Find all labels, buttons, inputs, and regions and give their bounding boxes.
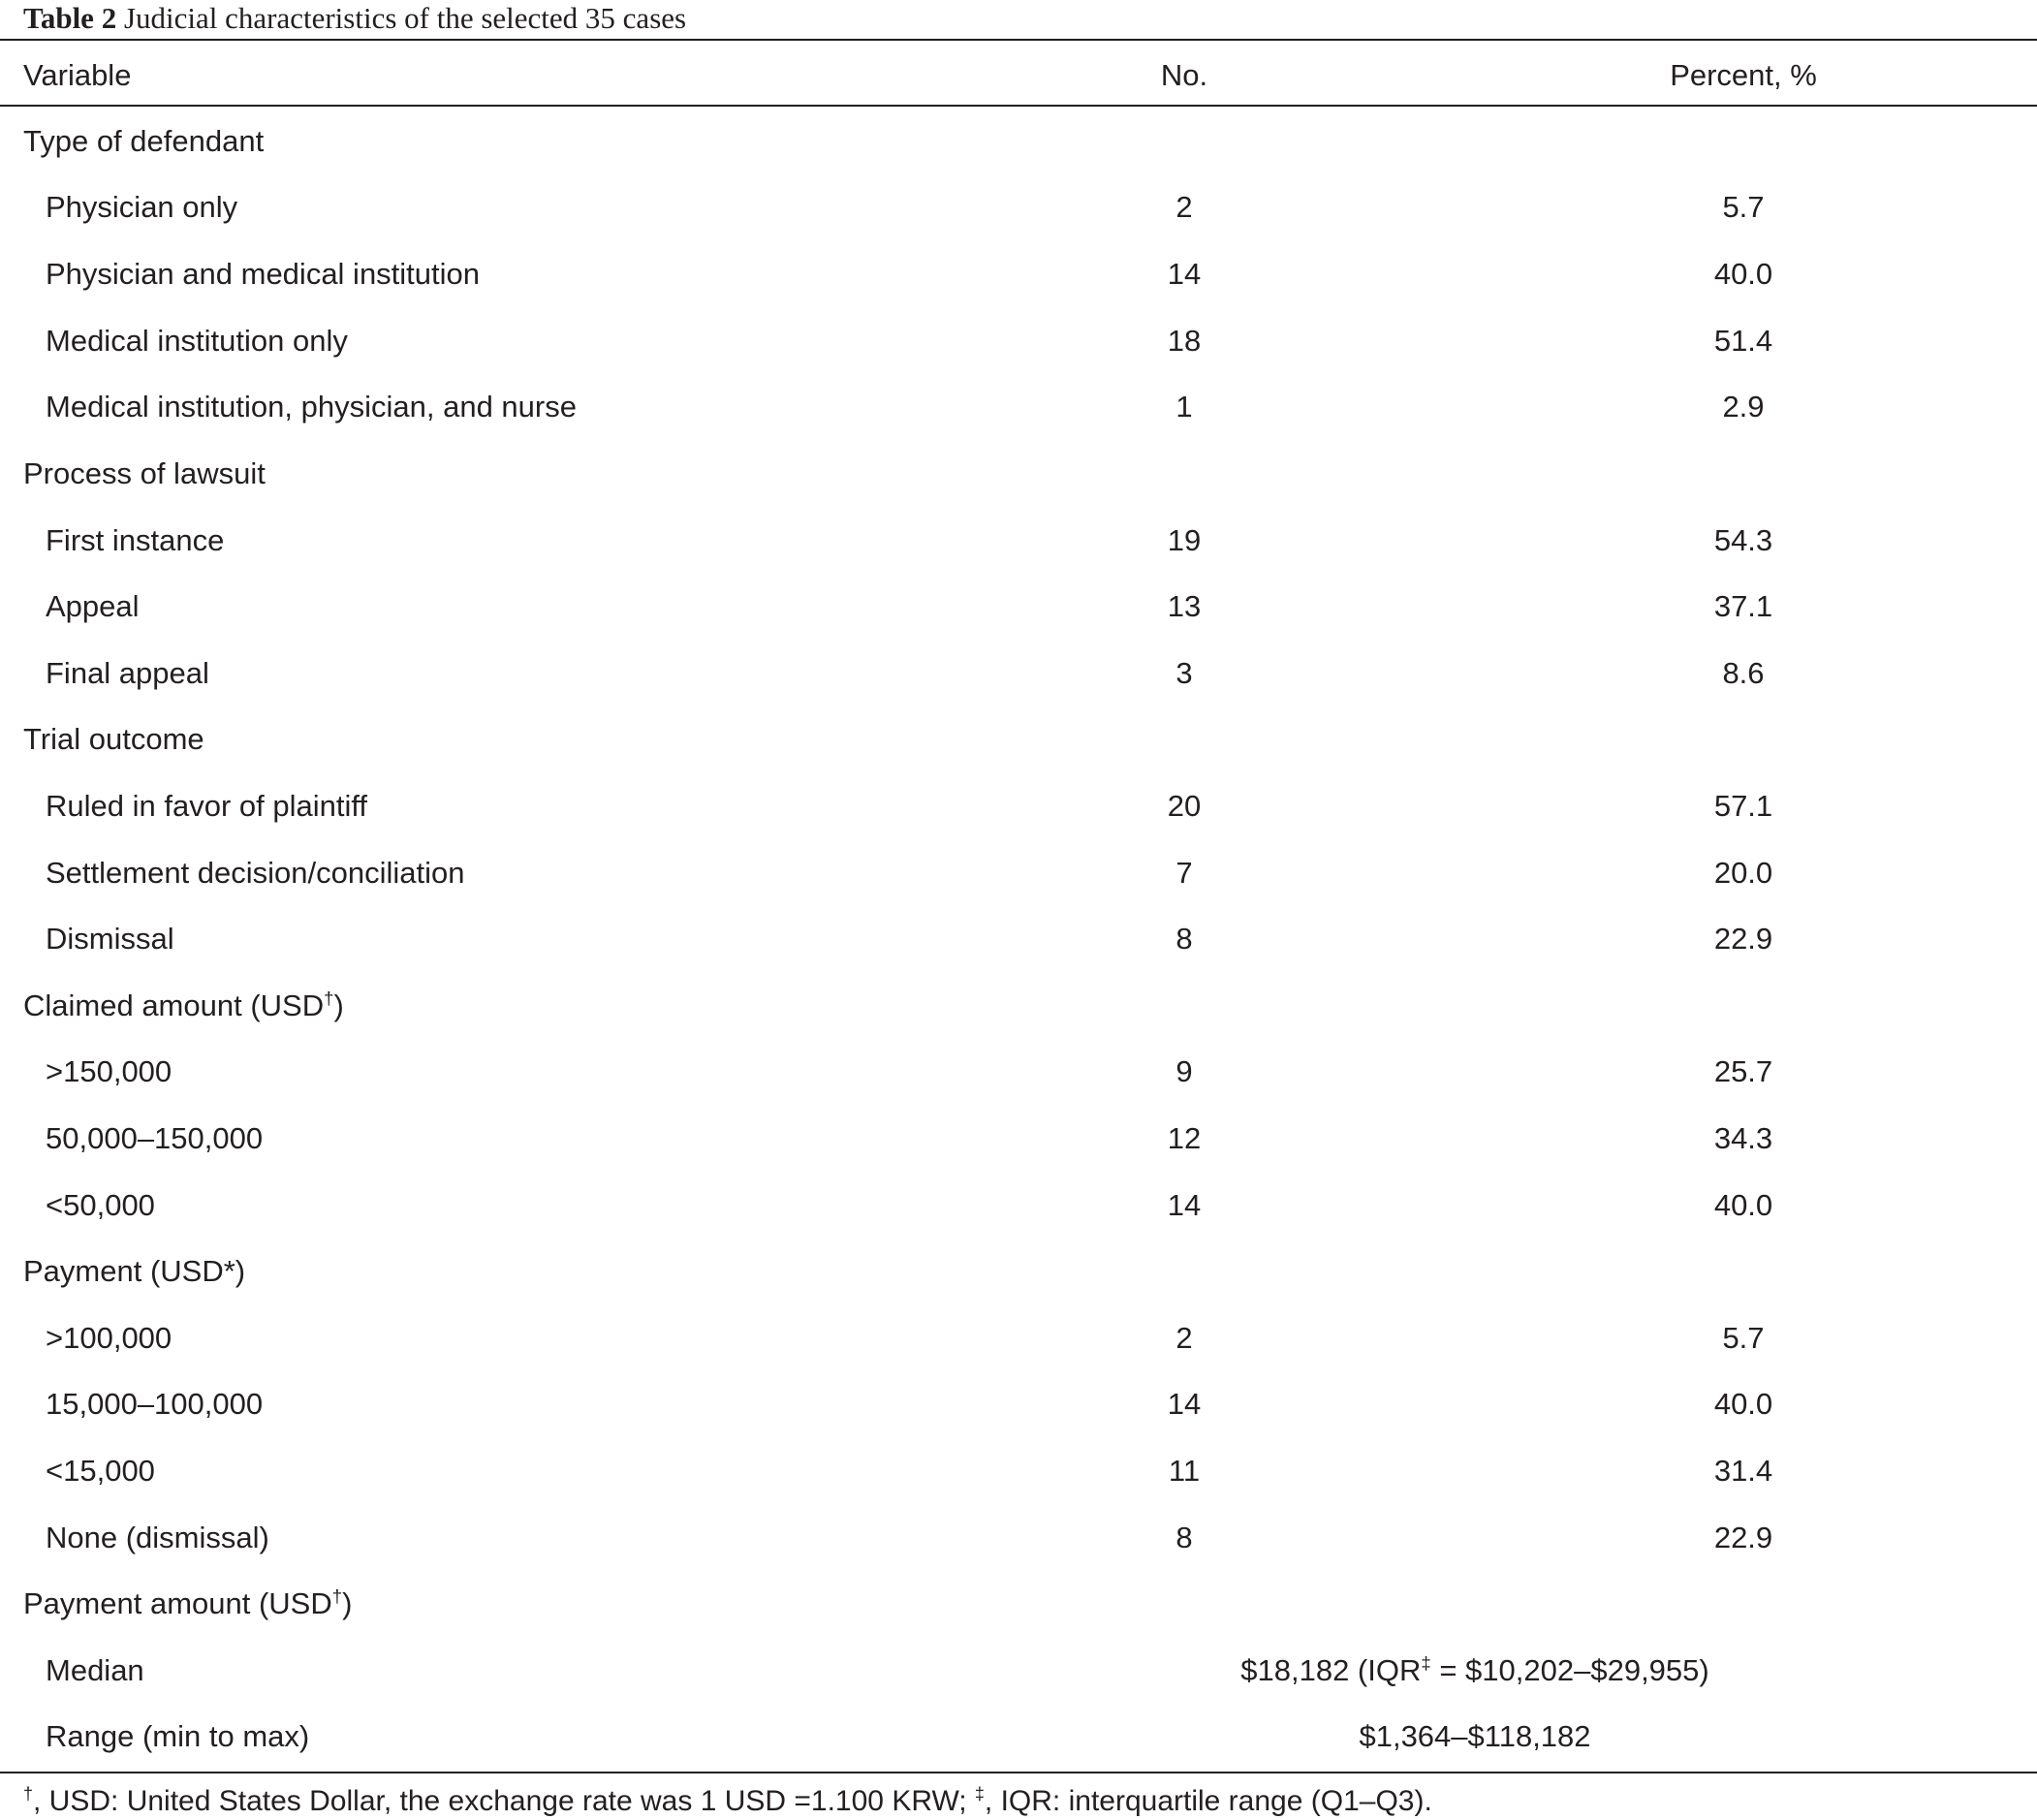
- table-title: Judicial characteristics of the selected 35 cases: [123, 1, 687, 35]
- row-label: Medical institution, physician, and nurse: [46, 390, 577, 424]
- table-footnote: †, USD: United States Dollar, the exchange rate was 1 USD =1.100 KRW; ‡, IQR: interquartile range (Q1–Q3).: [23, 1784, 1432, 1817]
- row-percent: 40.0: [1713, 1188, 1773, 1222]
- row-label: Physician only: [46, 190, 238, 224]
- row-label: Final appeal: [46, 656, 209, 690]
- row-percent: 37.1: [1713, 589, 1773, 623]
- table-row: [0, 1503, 2037, 1569]
- section-title-row: [0, 107, 2037, 173]
- section-title: Payment amount (USD†): [23, 1585, 353, 1620]
- row-no: 3: [1175, 656, 1193, 690]
- table-row: [0, 173, 2037, 238]
- row-label: <15,000: [46, 1454, 155, 1488]
- table-row: [0, 771, 2037, 837]
- table-row: [0, 306, 2037, 372]
- row-label: None (dismissal): [46, 1521, 269, 1554]
- table-row: [0, 1171, 2037, 1237]
- row-percent: 57.1: [1713, 789, 1773, 823]
- row-label: Medical institution only: [46, 324, 348, 358]
- row-no: 13: [1167, 589, 1202, 623]
- row-no: 14: [1167, 1387, 1202, 1421]
- table-row: [0, 1436, 2037, 1502]
- row-percent: 40.0: [1713, 1387, 1773, 1421]
- row-label: Settlement decision/conciliation: [46, 856, 465, 890]
- row-percent: 22.9: [1713, 1521, 1773, 1554]
- row-label: >150,000: [46, 1054, 172, 1088]
- bottom-rule: [0, 1772, 2037, 1773]
- row-percent: 8.6: [1722, 656, 1765, 690]
- row-label: Dismissal: [46, 922, 174, 956]
- section-title-row: [0, 1569, 2037, 1635]
- row-label: >100,000: [46, 1321, 172, 1355]
- row-label: Appeal: [46, 589, 140, 623]
- table-row: [0, 572, 2037, 638]
- row-value: $18,182 (IQR‡ = $10,202–$29,955): [1240, 1652, 1709, 1687]
- section-title-row: [0, 1237, 2037, 1302]
- row-label: Median: [46, 1653, 144, 1687]
- row-label: Ruled in favor of plaintiff: [46, 789, 368, 823]
- row-no: 2: [1175, 1321, 1193, 1355]
- row-percent: 40.0: [1713, 257, 1773, 291]
- row-no: 1: [1175, 390, 1193, 424]
- row-percent: 31.4: [1713, 1454, 1773, 1488]
- table-label: Table 2: [23, 1, 117, 35]
- table-row: [0, 1636, 2037, 1702]
- row-label: Range (min to max): [46, 1719, 310, 1753]
- row-no: 9: [1175, 1054, 1193, 1088]
- row-percent: 20.0: [1713, 856, 1773, 890]
- row-no: 2: [1175, 190, 1193, 224]
- table-row: [0, 639, 2037, 705]
- row-label: First instance: [46, 523, 225, 557]
- table-caption: [23, 0, 686, 37]
- table-header: [0, 41, 2037, 105]
- row-no: 11: [1168, 1454, 1201, 1488]
- table-row: [0, 1369, 2037, 1435]
- section-title: Type of defendant: [23, 124, 265, 158]
- row-label: 15,000–100,000: [46, 1387, 264, 1421]
- row-no: 14: [1167, 257, 1202, 291]
- row-label: <50,000: [46, 1188, 155, 1222]
- table-row: [0, 904, 2037, 970]
- table-row: [0, 1104, 2037, 1170]
- section-title: Trial outcome: [23, 722, 204, 756]
- section-title-row: [0, 971, 2037, 1037]
- row-percent: 22.9: [1713, 922, 1773, 956]
- row-no: 18: [1167, 324, 1202, 358]
- row-no: 7: [1175, 856, 1193, 890]
- table-row: [0, 1037, 2037, 1103]
- section-title: Payment (USD*): [23, 1254, 246, 1288]
- row-no: 8: [1175, 1521, 1193, 1554]
- table-row: [0, 1303, 2037, 1369]
- row-percent: 34.3: [1713, 1121, 1773, 1155]
- row-no: 14: [1167, 1188, 1202, 1222]
- row-no: 20: [1167, 789, 1202, 823]
- section-title-row: [0, 439, 2037, 505]
- row-no: 8: [1175, 922, 1193, 956]
- row-no: 12: [1167, 1121, 1202, 1155]
- section-title-row: [0, 705, 2037, 770]
- row-value: $1,364–$118,182: [1359, 1719, 1591, 1753]
- header-percent: Percent, %: [1670, 58, 1817, 92]
- row-percent: 54.3: [1713, 523, 1773, 557]
- row-percent: 25.7: [1713, 1054, 1773, 1088]
- table-row: [0, 372, 2037, 438]
- row-percent: 2.9: [1722, 390, 1765, 424]
- row-label: 50,000–150,000: [46, 1121, 264, 1155]
- section-title: Process of lawsuit: [23, 456, 266, 490]
- row-percent: 51.4: [1713, 324, 1773, 358]
- table-row: [0, 1702, 2037, 1768]
- row-percent: 5.7: [1722, 190, 1765, 224]
- header-variable: Variable: [23, 58, 132, 92]
- section-title: Claimed amount (USD†): [23, 988, 344, 1022]
- header-no: No.: [1160, 58, 1208, 92]
- row-label: Physician and medical institution: [46, 257, 481, 291]
- table-row: [0, 838, 2037, 904]
- table-row: [0, 239, 2037, 305]
- table-row: [0, 506, 2037, 572]
- row-percent: 5.7: [1722, 1321, 1765, 1355]
- row-no: 19: [1167, 523, 1202, 557]
